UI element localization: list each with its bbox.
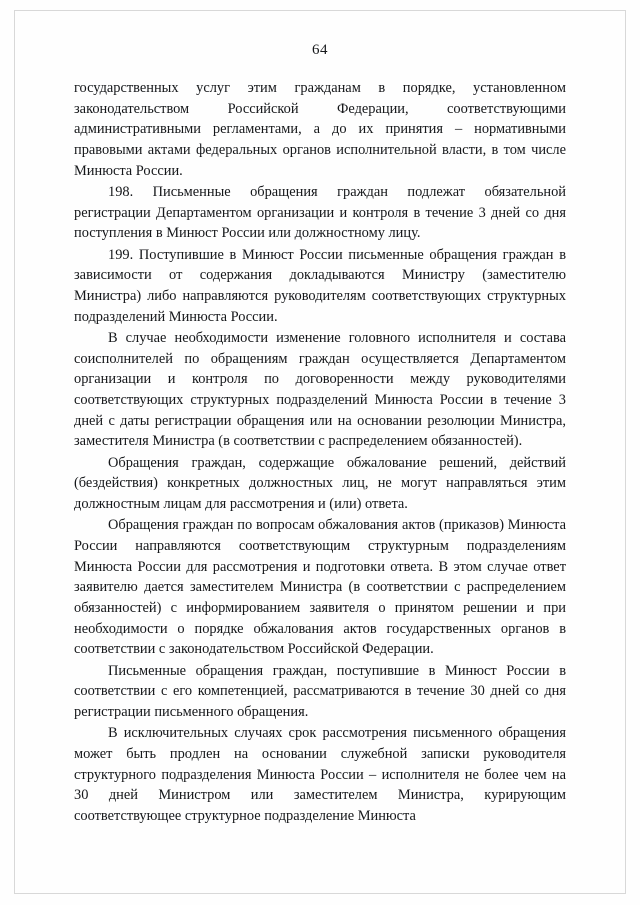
page-body — [74, 78, 566, 827]
paragraph: Обращения граждан, содержащие обжалование решений, действий (бездействия) конкретных должностных лиц, не могут направляться этим должностным лицам для рассмотрения и (или) ответа. — [74, 454, 566, 513]
paragraph: В случае необходимости изменение головного исполнителя и состава соисполнителей по обращениям граждан осуществляется Департаментом организации и контроля по договоренности между руководителями соответствующих структурных подразделений Минюста России в течение 3 дней с даты регистрации обращения или на основании резолюции Министра, заместителя Министра (в соответствии с распределением обязанностей). — [74, 329, 566, 450]
paragraph: В исключительных случаях срок рассмотрения письменного обращения может быть продлен на основании служебной записки руководителя структурного подразделения Минюста России – исполнителя не более чем на 30 дней Министром или заместителем Министра, курирующим соответствующее структурное подразделение Минюста — [74, 725, 566, 825]
paragraph: 199. Поступившие в Минюст России письменные обращения граждан в зависимости от содержания докладываются Министру (заместителю Министра) либо направляются руководителям соответствующих структурных подразделений Минюста России. — [74, 246, 566, 325]
paragraph: Обращения граждан по вопросам обжалования актов (приказов) Минюста России направляются соответствующим структурным подразделениям Минюста России для рассмотрения и подготовки ответа. В этом случае ответ заявителю дается заместителем Министра (в соответствии с распределением обязанностей) с информированием заявителя о принятом решении и при необходимости о порядке обжалования актов государственных органов в соответствии с законодательством Российской Федерации. — [74, 517, 566, 658]
page-number: 64 — [312, 42, 328, 58]
paragraph: государственных услуг этим гражданам в порядке, установленном законодательством Российской Федерации, соответствующими административными регламентами, а до их принятия – нормативными правовыми актами федеральных органов исполнительной власти, в том числе Минюста России. — [74, 80, 566, 179]
paragraph: Письменные обращения граждан, поступившие в Минюст России в соответствии с его компетенцией, рассматриваются в течение 30 дней со дня регистрации письменного обращения. — [74, 662, 566, 721]
paragraph: 198. Письменные обращения граждан подлежат обязательной регистрации Департаментом организации и контроля в течение 3 дней со дня поступления в Минюст России или должностному лицу. — [74, 184, 566, 242]
